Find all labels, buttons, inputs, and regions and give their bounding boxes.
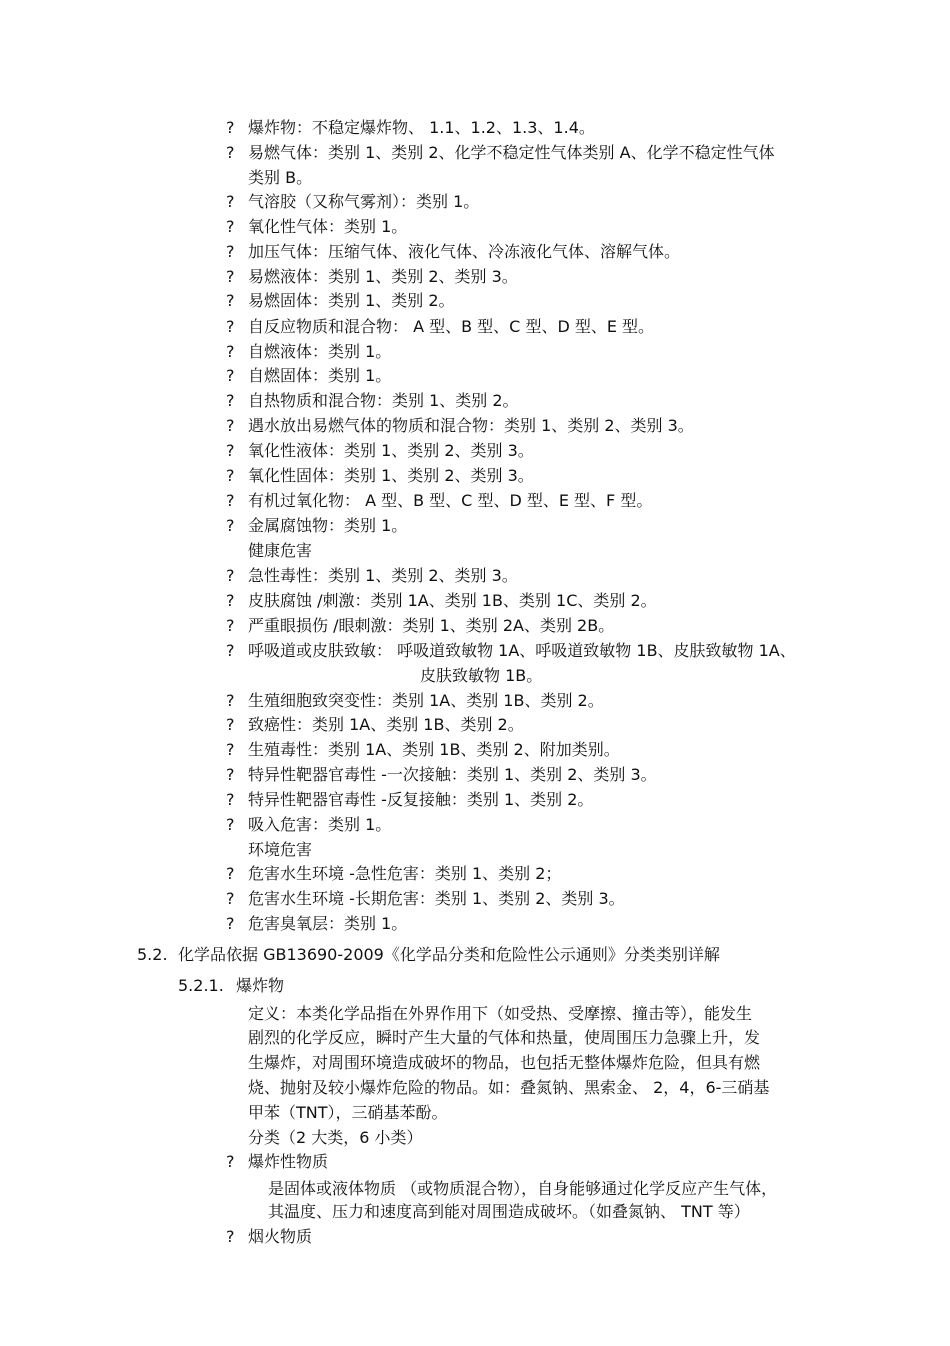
list-item-text: 易燃气体：类别 1、类别 2、化学不稳定性气体类别 A、化学不稳定性气体 (248, 143, 775, 162)
list-item (0, 315, 950, 339)
bullet-marker: ? (226, 192, 235, 211)
paragraph-text: 甲苯（TNT），三硝基苯酚。 (248, 1103, 448, 1122)
paragraph-text: 剧烈的化学反应，瞬时产生大量的气体和热量，使周围压力急骤上升，发 (248, 1028, 761, 1047)
section-heading (0, 943, 950, 967)
list-item (0, 564, 950, 588)
list-item-text: 氧化性气体：类别 1。 (248, 217, 408, 236)
list-item (0, 589, 950, 613)
group-heading-text: 环境危害 (248, 840, 313, 859)
bullet-marker: ? (226, 317, 235, 336)
list-item-text: 致癌性：类别 1A、类别 1B、类别 2。 (248, 715, 524, 734)
paragraph-text: 分类（2 大类，6 小类） (248, 1128, 423, 1147)
bullet-marker: ? (226, 416, 235, 435)
list-item (0, 141, 950, 165)
bullet-marker: ? (226, 242, 235, 261)
list-item (0, 289, 950, 313)
bullet-marker: ? (226, 815, 235, 834)
list-item (0, 1225, 950, 1249)
bullet-marker: ? (226, 715, 235, 734)
section-title: 化学品依据 GB13690-2009《化学品分类和危险性公示通则》分类类别详解 (178, 945, 720, 964)
list-item-text: 严重眼损伤 /眼刺激：类别 1、类别 2A、类别 2B。 (248, 616, 615, 635)
definition-line (0, 1101, 950, 1125)
list-item (0, 713, 950, 737)
list-item-text: 氧化性固体：类别 1、类别 2、类别 3。 (248, 466, 534, 485)
list-item (0, 489, 950, 513)
list-item (0, 190, 950, 214)
subsection-title: 爆炸物 (236, 976, 285, 995)
bullet-marker: ? (226, 641, 235, 660)
list-item-text: 危害水生环境 -长期危害：类别 1、类别 2、类别 3。 (248, 889, 625, 908)
list-item-text: 易燃液体：类别 1、类别 2、类别 3。 (248, 267, 518, 286)
bullet-marker: ? (226, 466, 235, 485)
bullet-marker: ? (226, 516, 235, 535)
group-heading-text: 健康危害 (248, 541, 313, 560)
list-item-text: 气溶胶（又称气雾剂）：类别 1。 (248, 192, 480, 211)
list-item-text: 爆炸物：不稳定爆炸物、 1.1、1.2、1.3、1.4。 (248, 118, 595, 137)
bullet-marker: ? (226, 889, 235, 908)
section-number: 5.2. (137, 945, 168, 964)
bullet-marker: ? (226, 391, 235, 410)
bullet-marker: ? (226, 342, 235, 361)
bullet-marker: ? (226, 691, 235, 710)
bullet-marker: ? (226, 864, 235, 883)
bullet-marker: ? (226, 765, 235, 784)
list-item (0, 738, 950, 762)
list-item-text: 危害水生环境 -急性危害：类别 1、类别 2； (248, 864, 562, 883)
bullet-marker: ? (226, 790, 235, 809)
group-heading (0, 838, 950, 862)
list-item-text: 吸入危害：类别 1。 (248, 815, 392, 834)
list-item (0, 414, 950, 438)
list-item (0, 116, 950, 140)
list-item (0, 464, 950, 488)
list-item-text: 危害臭氧层：类别 1。 (248, 914, 408, 933)
bullet-marker: ? (226, 566, 235, 585)
list-item-text: 皮肤致敏物 1B。 (420, 666, 543, 685)
list-item (0, 689, 950, 713)
group-heading (0, 539, 950, 563)
list-item (0, 340, 950, 364)
class-description-line (0, 1200, 950, 1224)
list-item-text: 爆炸性物质 (248, 1152, 329, 1171)
bullet-marker: ? (226, 366, 235, 385)
list-item (0, 240, 950, 264)
list-item-text: 氧化性液体：类别 1、类别 2、类别 3。 (248, 441, 534, 460)
list-item (0, 1150, 950, 1174)
list-item (0, 215, 950, 239)
bullet-marker: ? (226, 267, 235, 286)
list-item (0, 912, 950, 936)
bullet-marker: ? (226, 914, 235, 933)
list-item-text: 有机过氧化物： A 型、B 型、C 型、D 型、E 型、F 型。 (248, 491, 653, 510)
list-item-text: 加压气体：压缩气体、液化气体、冷冻液化气体、溶解气体。 (248, 242, 681, 261)
bullet-marker: ? (226, 616, 235, 635)
paragraph-text: 生爆炸，对周围环境造成破坏的物品，也包括无整体爆炸危险，但具有燃 (248, 1053, 761, 1072)
subsection-number: 5.2.1. (178, 976, 224, 995)
list-item-text: 特异性靶器官毒性 -一次接触：类别 1、类别 2、类别 3。 (248, 765, 657, 784)
bullet-marker: ? (226, 491, 235, 510)
bullet-marker: ? (226, 591, 235, 610)
list-item (0, 639, 950, 663)
bullet-marker: ? (226, 217, 235, 236)
list-item-text: 生殖毒性：类别 1A、类别 1B、类别 2、附加类别。 (248, 740, 620, 759)
definition-line (0, 1026, 950, 1050)
list-item-text: 烟火物质 (248, 1227, 313, 1246)
list-item-continuation (0, 664, 950, 688)
list-item (0, 614, 950, 638)
paragraph-text: 其温度、压力和速度高到能对周围造成破坏。（如叠氮钠、 TNT 等） (268, 1202, 750, 1221)
list-item-text: 皮肤腐蚀 /刺激：类别 1A、类别 1B、类别 1C、类别 2。 (248, 591, 657, 610)
bullet-marker: ? (226, 118, 235, 137)
list-item (0, 364, 950, 388)
definition-line (0, 1051, 950, 1075)
list-item (0, 514, 950, 538)
list-item-text: 特异性靶器官毒性 -反复接触：类别 1、类别 2。 (248, 790, 594, 809)
class-description-line (0, 1177, 950, 1201)
definition-line (0, 1076, 950, 1100)
bullet-marker: ? (226, 143, 235, 162)
list-item-text: 呼吸道或皮肤致敏： 呼吸道致敏物 1A、呼吸道致敏物 1B、皮肤致敏物 1A、 (248, 641, 796, 660)
bullet-marker: ? (226, 740, 235, 759)
paragraph-text: 定义：本类化学品指在外界作用下（如受热、受摩擦、撞击等），能发生 (248, 1004, 753, 1023)
list-item (0, 439, 950, 463)
list-item-text: 类别 B。 (248, 168, 313, 187)
paragraph-text: 烧、抛射及较小爆炸危险的物品。如：叠氮钠、黑索金、 2，4，6-三硝基 (248, 1078, 770, 1097)
list-item-text: 遇水放出易燃气体的物质和混合物：类别 1、类别 2、类别 3。 (248, 416, 694, 435)
list-item (0, 813, 950, 837)
list-item-text: 急性毒性：类别 1、类别 2、类别 3。 (248, 566, 518, 585)
list-item-text: 自反应物质和混合物： A 型、B 型、C 型、D 型、E 型。 (248, 317, 655, 336)
list-item (0, 862, 950, 886)
bullet-marker: ? (226, 291, 235, 310)
definition-line (0, 1002, 950, 1026)
list-item-continuation (0, 166, 950, 190)
list-item-text: 自热物质和混合物：类别 1、类别 2。 (248, 391, 519, 410)
list-item-text: 易燃固体：类别 1、类别 2。 (248, 291, 455, 310)
bullet-marker: ? (226, 1152, 235, 1171)
list-item-text: 自燃固体：类别 1。 (248, 366, 392, 385)
definition-line (0, 1126, 950, 1150)
list-item-text: 生殖细胞致突变性：类别 1A、类别 1B、类别 2。 (248, 691, 604, 710)
subsection-heading (0, 974, 950, 998)
bullet-marker: ? (226, 1227, 235, 1246)
list-item (0, 265, 950, 289)
list-item (0, 887, 950, 911)
list-item (0, 788, 950, 812)
paragraph-text: 是固体或液体物质 （或物质混合物），自身能够通过化学反应产生气体， (268, 1179, 778, 1198)
bullet-marker: ? (226, 441, 235, 460)
list-item-text: 自燃液体：类别 1。 (248, 342, 392, 361)
list-item (0, 389, 950, 413)
list-item-text: 金属腐蚀物：类别 1。 (248, 516, 408, 535)
list-item (0, 763, 950, 787)
